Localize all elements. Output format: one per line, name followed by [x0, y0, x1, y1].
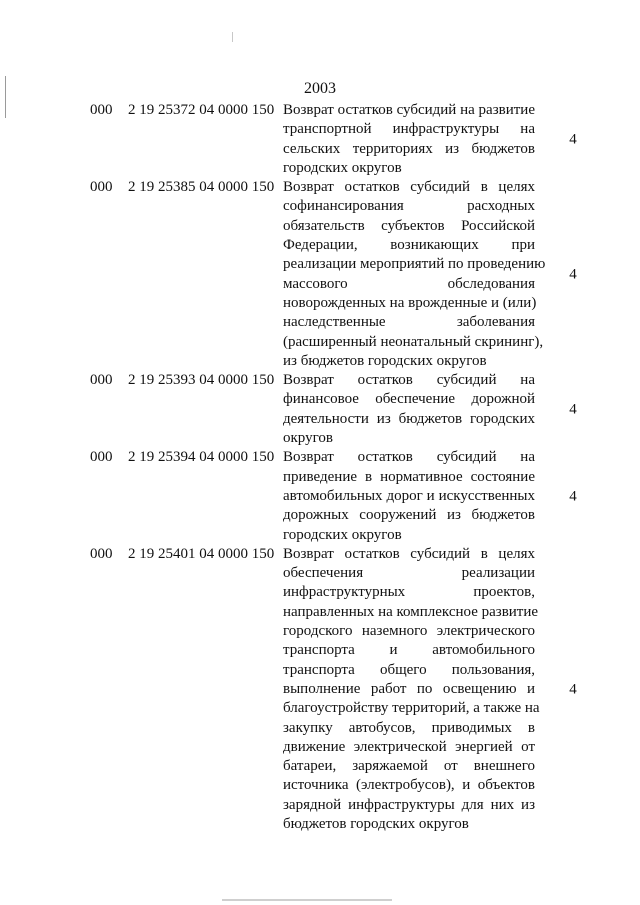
description-line: Возврат остатков субсидий в целях — [283, 179, 535, 196]
budget-classification-code: 2 19 25393 04 0000 150 — [128, 372, 275, 389]
description-line: городских округов — [283, 159, 402, 176]
revenue-description — [283, 448, 535, 544]
description-line: инфраструктурных проектов, — [283, 584, 535, 601]
admin-code: 000 — [90, 372, 113, 389]
table-row — [0, 101, 640, 178]
description-line: обязательств субъектов Российской — [283, 217, 535, 234]
row-value: 4 — [569, 130, 577, 147]
admin-code: 000 — [90, 102, 113, 118]
scan-artifact-top — [232, 32, 233, 42]
table-row — [0, 448, 640, 544]
description-line: закупку автобусов, приводимых в — [283, 719, 535, 736]
description-line: дорожных сооружений из бюджетов — [283, 507, 535, 524]
description-line: софинансирования расходных — [283, 198, 535, 215]
budget-classification-code: 2 19 25385 04 0000 150 — [128, 179, 275, 196]
description-line: из бюджетов городских округов — [283, 352, 487, 369]
description-line: батареи, заряжаемой от внешнего — [283, 758, 535, 775]
description-line: Федерации, возникающих при — [283, 237, 535, 254]
description-line: обеспечения реализации — [283, 565, 535, 582]
description-line: транспортной инфраструктуры на — [283, 121, 535, 138]
revenue-description — [283, 101, 535, 178]
revenue-description — [283, 178, 546, 371]
description-line: Возврат остатков субсидий в целях — [283, 545, 535, 562]
row-value: 4 — [569, 680, 577, 697]
description-line: Возврат остатков субсидий на — [283, 372, 535, 389]
description-line: массового обследования — [283, 275, 535, 292]
budget-classification-code: 2 19 25401 04 0000 150 — [128, 545, 275, 562]
description-line: источника (электробусов), и объектов — [283, 777, 535, 794]
scan-artifact-bottom — [222, 899, 392, 901]
description-line: благоустройству территорий, а также на — [283, 700, 540, 717]
budget-code-table — [0, 101, 640, 834]
description-line: городских округов — [283, 526, 402, 543]
description-line: транспорта общего пользования, — [283, 661, 535, 678]
revenue-description — [283, 371, 535, 448]
description-line: выполнение работ по освещению и — [283, 680, 535, 697]
description-line: (расширенный неонатальный скрининг), — [283, 333, 544, 350]
budget-classification-code: 2 19 25394 04 0000 150 — [128, 449, 275, 466]
table-row — [0, 178, 640, 371]
row-value: 4 — [569, 487, 577, 504]
admin-code: 000 — [90, 179, 113, 196]
description-line: наследственные заболевания — [283, 314, 535, 331]
description-line: транспорта и автомобильного — [283, 642, 535, 659]
row-value: 4 — [569, 266, 577, 283]
description-line: автомобильных дорог и искусственных — [283, 487, 535, 504]
description-line: финансовое обеспечение дорожной — [283, 391, 535, 408]
row-value: 4 — [569, 401, 577, 418]
revenue-description — [283, 545, 540, 834]
table-row — [0, 371, 640, 448]
admin-code: 000 — [90, 545, 113, 562]
description-line: приведение в нормативное состояние — [283, 468, 535, 485]
budget-classification-code: 2 19 25372 04 0000 150 — [128, 102, 275, 118]
description-line: бюджетов городских округов — [283, 815, 469, 832]
description-line: реализации мероприятий по проведению — [283, 256, 546, 273]
description-line: Возврат остатков субсидий на развитие — [283, 102, 535, 118]
description-line: направленных на комплексное развитие — [283, 603, 539, 620]
description-line: зарядной инфраструктуры для них из — [283, 796, 535, 813]
description-line: новорожденных на врожденные и (или) — [283, 294, 537, 311]
description-line: сельских территориях из бюджетов — [283, 140, 535, 157]
page-number: 2003 — [304, 80, 336, 97]
table-row — [0, 545, 640, 834]
description-line: движение электрической энергией от — [283, 738, 535, 755]
description-line: городского наземного электрического — [283, 623, 535, 640]
description-line: Возврат остатков субсидий на — [283, 449, 535, 466]
description-line: деятельности из бюджетов городских — [283, 410, 535, 427]
admin-code: 000 — [90, 449, 113, 466]
description-line: округов — [283, 430, 333, 447]
